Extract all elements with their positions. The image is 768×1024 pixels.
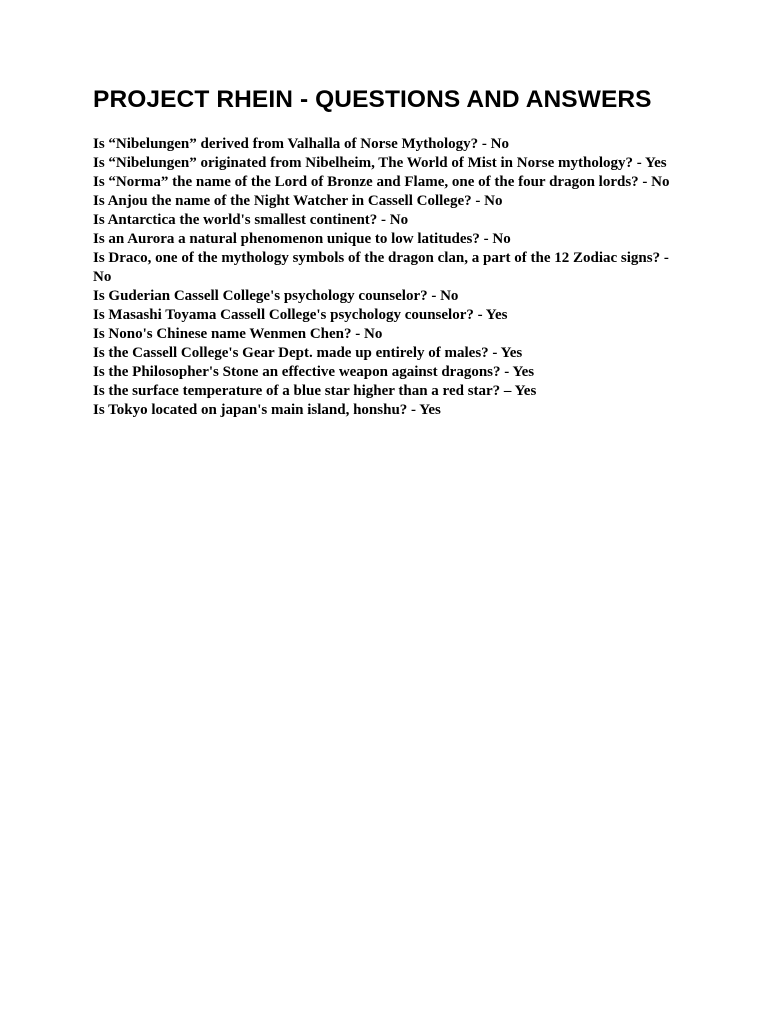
qa-item: Is Guderian Cassell College's psychology counselor? - No	[93, 288, 459, 304]
qa-item: Is Masashi Toyama Cassell College's psychology counselor? - Yes	[93, 307, 508, 323]
qa-item: Is Antarctica the world's smallest continent? - No	[93, 212, 409, 228]
document-title: PROJECT RHEIN - QUESTIONS AND ANSWERS	[93, 86, 652, 113]
qa-item: Is Tokyo located on japan's main island, honshu? - Yes	[93, 402, 441, 418]
qa-item: Is “Nibelungen” derived from Valhalla of Norse Mythology? - No	[93, 136, 509, 152]
qa-item: Is the surface temperature of a blue star higher than a red star? – Yes	[93, 383, 537, 399]
qa-item: Is Anjou the name of the Night Watcher in Cassell College? - No	[93, 193, 503, 209]
qa-list	[93, 135, 673, 420]
qa-item: Is Nono's Chinese name Wenmen Chen? - No	[93, 326, 383, 342]
qa-item: Is Draco, one of the mythology symbols of the dragon clan, a part of the 12 Zodiac signs? - No	[93, 250, 669, 285]
qa-item: Is the Cassell College's Gear Dept. made up entirely of males? - Yes	[93, 345, 523, 361]
qa-item: Is an Aurora a natural phenomenon unique to low latitudes? - No	[93, 231, 511, 247]
document-page	[93, 86, 673, 420]
qa-item: Is “Norma” the name of the Lord of Bronze and Flame, one of the four dragon lords? - No	[93, 174, 670, 190]
qa-item: Is the Philosopher's Stone an effective weapon against dragons? - Yes	[93, 364, 535, 380]
qa-item: Is “Nibelungen” originated from Nibelheim, The World of Mist in Norse mythology? - Yes	[93, 155, 667, 171]
